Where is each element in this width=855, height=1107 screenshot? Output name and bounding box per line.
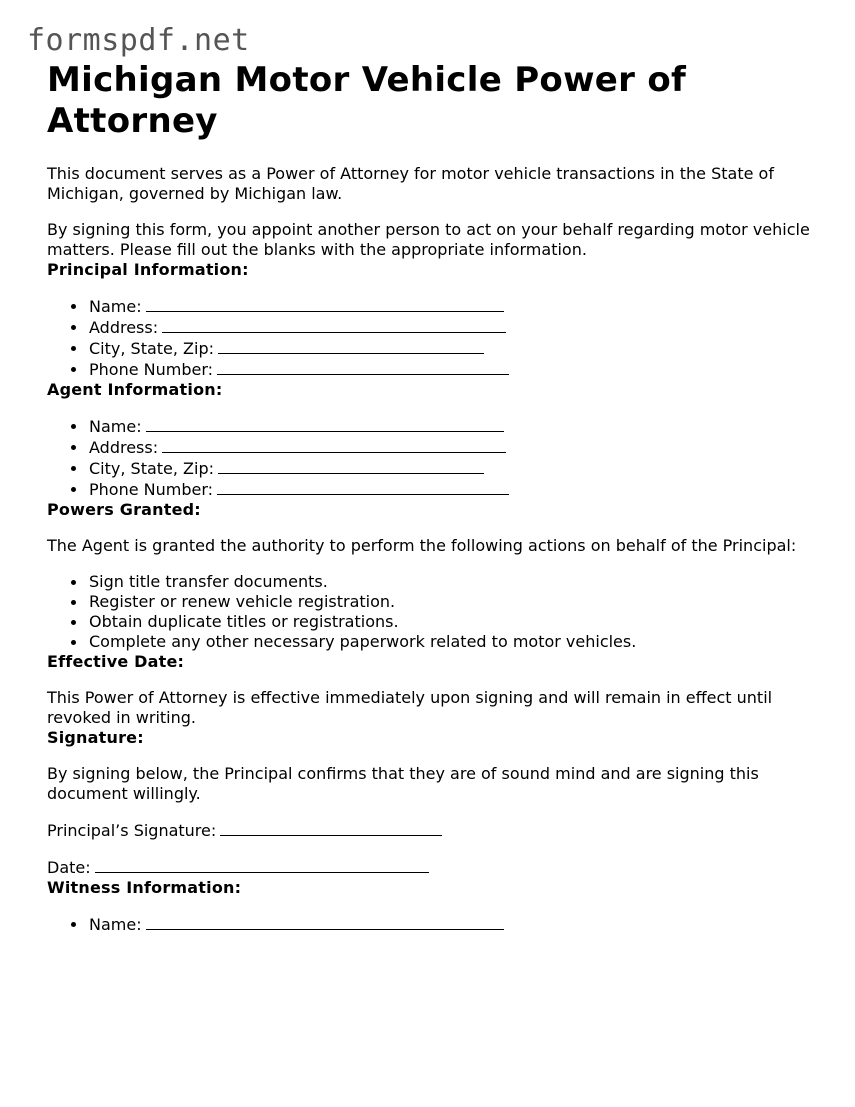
agent-address-blank[interactable] — [162, 437, 506, 453]
powers-heading: Powers Granted: — [47, 500, 201, 519]
field-label: Name: — [89, 915, 142, 934]
agent-name-blank[interactable] — [146, 416, 504, 432]
principal-name-blank[interactable] — [146, 296, 504, 312]
field-label: City, State, Zip: — [89, 339, 215, 358]
power-item: Obtain duplicate titles or registrations. — [89, 612, 817, 632]
date-blank[interactable] — [95, 857, 429, 873]
principal-phone-field — [89, 359, 817, 380]
intro-paragraph-1: This document serves as a Power of Attorney for motor vehicle transactions in the State of Michigan, governed by Michigan law. — [47, 164, 774, 203]
field-label: Phone Number: — [89, 360, 214, 379]
site-watermark: formspdf.net — [27, 23, 250, 58]
date-line — [47, 857, 817, 878]
field-label: Address: — [89, 318, 159, 337]
principal-address-blank[interactable] — [162, 317, 506, 333]
principal-city-blank[interactable] — [218, 338, 484, 354]
agent-phone-blank[interactable] — [217, 479, 509, 495]
field-label: Phone Number: — [89, 480, 214, 499]
principal-city-field — [89, 338, 817, 359]
agent-name-field — [89, 416, 817, 437]
power-item: Complete any other necessary paperwork related to motor vehicles. — [89, 632, 817, 652]
principal-signature-line — [47, 820, 817, 841]
powers-list — [47, 572, 817, 652]
document-body — [47, 60, 817, 935]
date-label: Date: — [47, 858, 91, 877]
agent-field-list — [47, 416, 817, 500]
field-label: Name: — [89, 417, 142, 436]
signature-text: By signing below, the Principal confirms that they are of sound mind and are signing this document willingly. — [47, 764, 759, 803]
principal-signature-blank[interactable] — [220, 820, 442, 836]
field-label: Address: — [89, 438, 159, 457]
effective-text: This Power of Attorney is effective immediately upon signing and will remain in effect until revoked in writing. — [47, 688, 773, 727]
principal-signature-label: Principal’s Signature: — [47, 821, 217, 840]
agent-city-blank[interactable] — [218, 458, 484, 474]
agent-phone-field — [89, 479, 817, 500]
witness-name-blank[interactable] — [146, 914, 504, 930]
agent-address-field — [89, 437, 817, 458]
principal-field-list — [47, 296, 817, 380]
intro-paragraph-2: By signing this form, you appoint another person to act on your behalf regarding motor vehicle matters. Please fill out the blanks with the appropriate information. — [47, 220, 810, 259]
witness-heading: Witness Information: — [47, 878, 242, 897]
effective-heading: Effective Date: — [47, 652, 185, 671]
agent-city-field — [89, 458, 817, 479]
principal-name-field — [89, 296, 817, 317]
witness-name-field — [89, 914, 817, 935]
witness-field-list — [47, 914, 817, 935]
agent-heading: Agent Information: — [47, 380, 223, 399]
principal-address-field — [89, 317, 817, 338]
principal-heading: Principal Information: — [47, 260, 249, 279]
field-label: City, State, Zip: — [89, 459, 215, 478]
powers-text: The Agent is granted the authority to perform the following actions on behalf of the Principal: — [47, 536, 797, 555]
signature-heading: Signature: — [47, 728, 144, 747]
field-label: Name: — [89, 297, 142, 316]
page-title: Michigan Motor Vehicle Power of Attorney — [47, 60, 687, 141]
power-item: Sign title transfer documents. — [89, 572, 817, 592]
power-item: Register or renew vehicle registration. — [89, 592, 817, 612]
principal-phone-blank[interactable] — [217, 359, 509, 375]
